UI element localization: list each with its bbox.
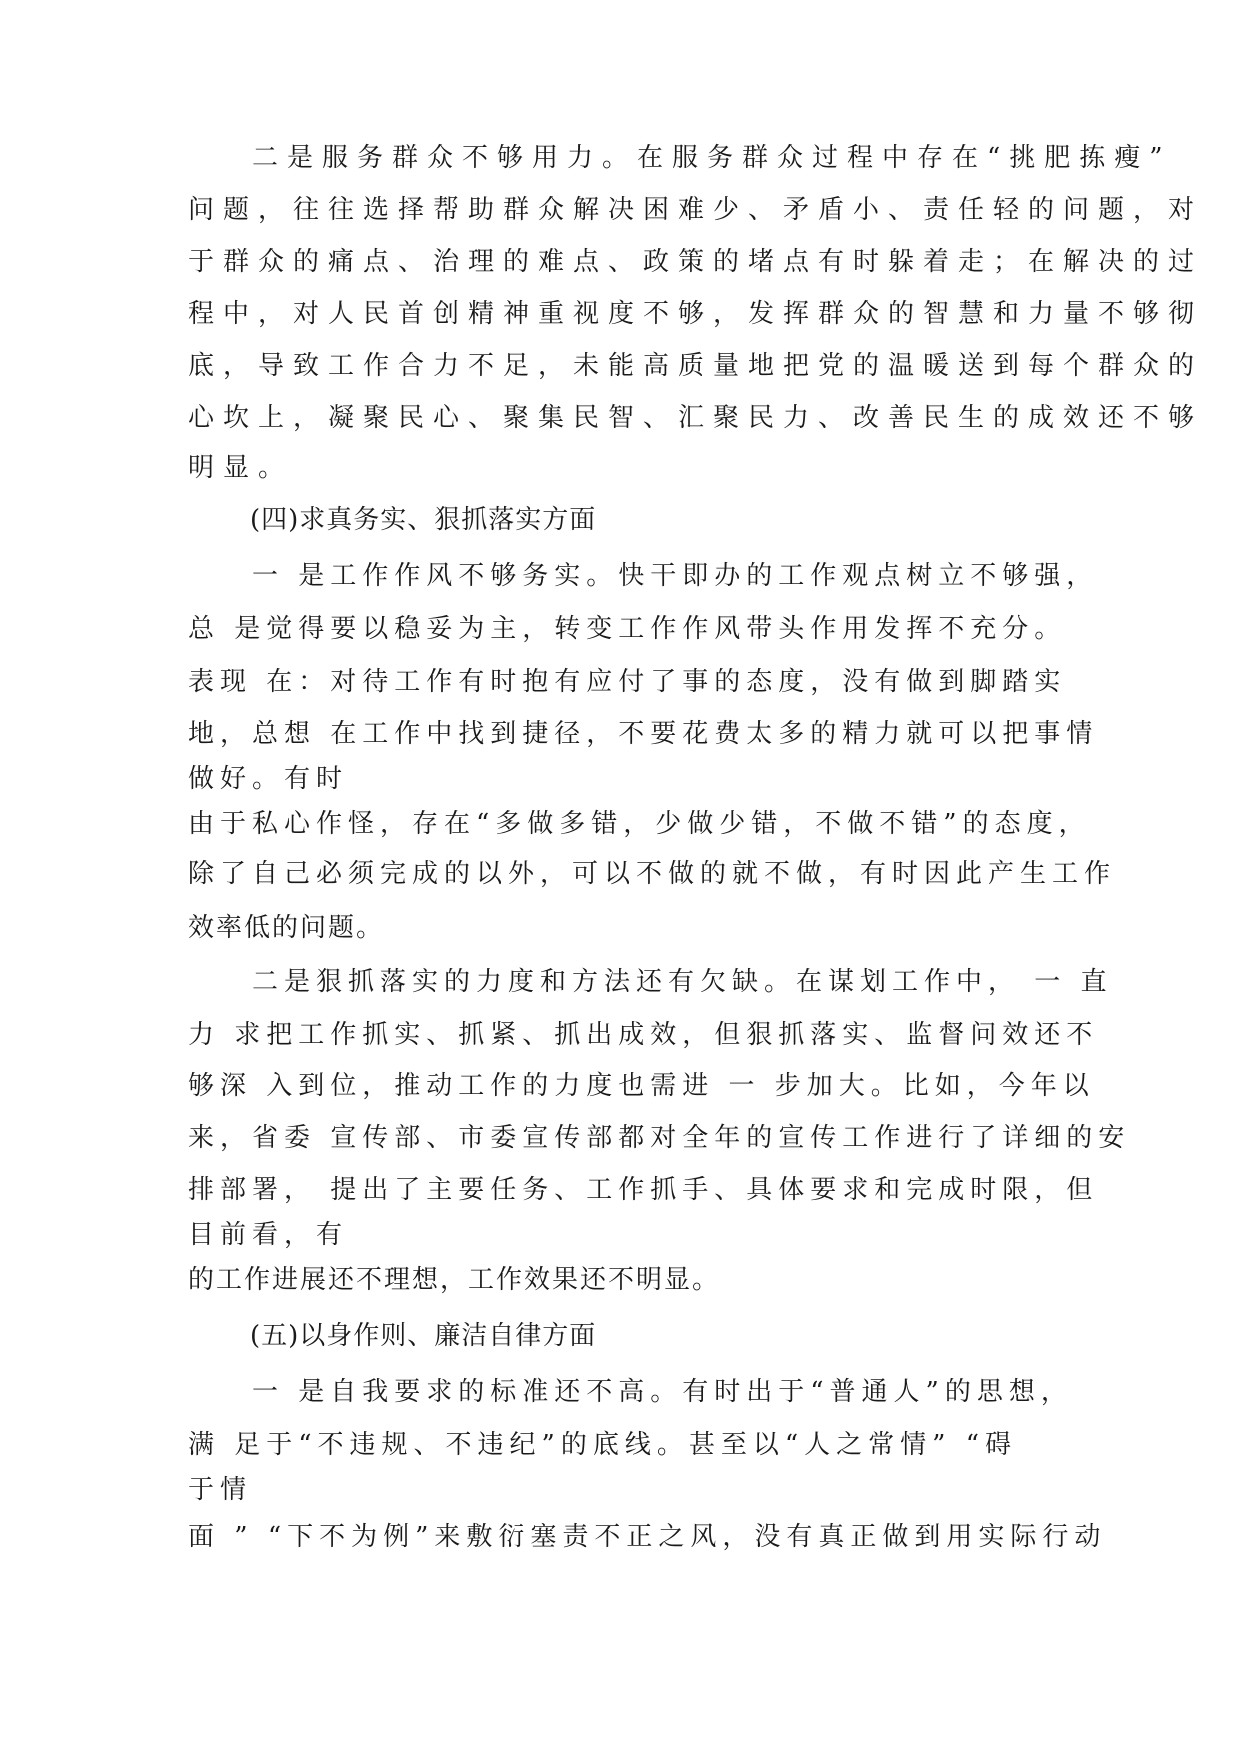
paragraph-line: 效率低的问题。 — [188, 913, 385, 943]
paragraph-line: 问题，往往选择帮助群众解决困难少、矛盾小、责任轻的问题，对 — [188, 195, 1204, 225]
paragraph-line: 二是服务群众不够用力。在服务群众过程中存在“挑肥拣瘦” — [252, 143, 1172, 173]
paragraph-line: 总 是觉得要以稳妥为主，转变工作作风带头作用发挥不充分。 — [188, 614, 1067, 644]
paragraph-line: 力 求把工作抓实、抓紧、抓出成效，但狠抓落实、监督问效还不 — [188, 1020, 1099, 1050]
paragraph-line: 来，省委 宣传部、市委宣传部都对全年的宣传工作进行了详细的安 — [188, 1123, 1131, 1153]
paragraph-line: 满 足于“不违规、不违纪”的底线。甚至以“人之常情” “碍 — [188, 1430, 1017, 1460]
paragraph-line: 够深 入到位，推动工作的力度也需进 一 步加大。比如，今年以 — [188, 1071, 1095, 1101]
paragraph-line: 二是狠抓落实的力度和方法还有欠缺。在谋划工作中， 一 直 — [252, 967, 1113, 997]
paragraph-line: 于情 — [188, 1475, 253, 1505]
paragraph-line: 程中，对人民首创精神重视度不够，发挥群众的智慧和力量不够彻 — [188, 299, 1204, 329]
paragraph-line: 于群众的痛点、治理的难点、政策的堵点有时躲着走；在解决的过 — [188, 247, 1204, 277]
paragraph-line: 一 是工作作风不够务实。快干即办的工作观点树立不够强， — [252, 561, 1099, 591]
paragraph-line: 心坎上，凝聚民心、聚集民智、汇聚民力、改善民生的成效还不够 — [188, 403, 1204, 433]
paragraph-line: 一 是自我要求的标准还不高。有时出于“普通人”的思想， — [252, 1377, 1073, 1407]
paragraph-line: 表现 在：对待工作有时抱有应付了事的态度，没有做到脚踏实 — [188, 667, 1067, 697]
paragraph-line: 面 ” “下不为例”来敷衍塞责不正之风，没有真正做到用实际行动 — [188, 1522, 1107, 1552]
paragraph-line: 由于私心作怪，存在“多做多错，少做少错，不做不错”的态度， — [188, 809, 1091, 839]
paragraph-line: 明显。 — [188, 453, 294, 483]
section-heading: (五)以身作则、廉洁自律方面 — [250, 1321, 597, 1351]
paragraph-line: 地，总想 在工作中找到捷径，不要花费太多的精力就可以把事情 — [188, 719, 1099, 749]
paragraph-line: 做好。有时 — [188, 764, 349, 794]
paragraph-line: 底，导致工作合力不足，未能高质量地把党的温暖送到每个群众的 — [188, 351, 1204, 381]
paragraph-line: 除了自己必须完成的以外，可以不做的就不做，有时因此产生工作 — [188, 859, 1117, 889]
paragraph-line: 目前看，有 — [188, 1220, 349, 1250]
section-heading: (四)求真务实、狠抓落实方面 — [250, 505, 597, 535]
paragraph-line: 的工作进展还不理想，工作效果还不明显。 — [188, 1265, 721, 1295]
paragraph-line: 排部署， 提出了主要任务、工作抓手、具体要求和完成时限，但 — [188, 1175, 1099, 1205]
